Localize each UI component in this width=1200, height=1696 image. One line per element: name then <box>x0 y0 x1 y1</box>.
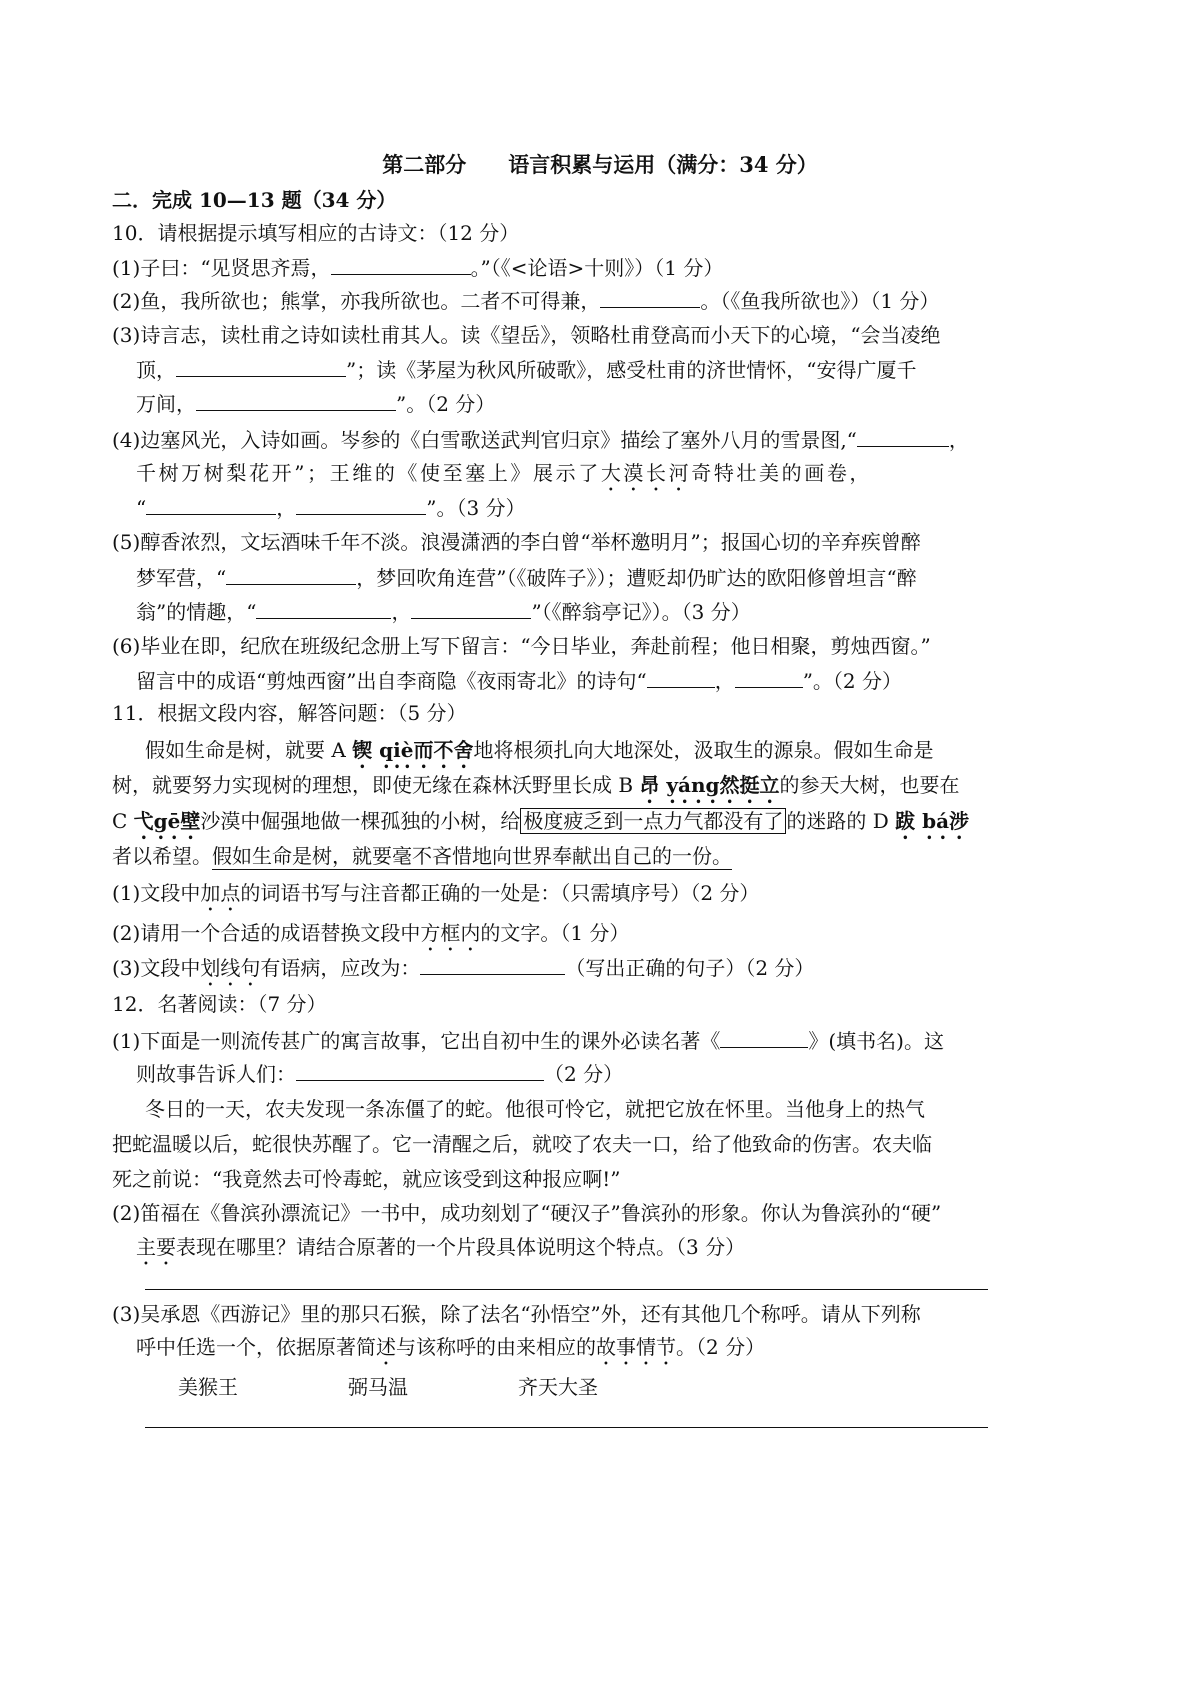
q12-sub3-dotted1: 述 <box>376 1335 396 1359</box>
q10-item6-blank2[interactable] <box>735 667 803 688</box>
q12-sub2-line2 <box>136 1234 745 1270</box>
q10-item1-text-b: 。”（《<论语>十则》）（1 分） <box>470 256 724 280</box>
q12-sub1-text-c: 则故事告诉人们： <box>136 1062 296 1086</box>
q10-item1-blank[interactable] <box>331 254 471 275</box>
q12-name-options <box>178 1374 598 1400</box>
q10-item4-text-d: 奇特壮美的画卷， <box>691 461 873 485</box>
q11-sub1-text-a: (1)文段中 <box>112 881 201 905</box>
q10-item4-text-b: ， <box>948 428 969 452</box>
q11-passage-text-h: 者以希望。 <box>112 844 212 868</box>
part-title: 第二部分 语言积累与运用（满分：34 分） <box>382 152 818 177</box>
q10-item3-text-a: 顶， <box>136 358 176 382</box>
q10-item3-text-b: ”；读《茅屋为秋风所破歌》，感受杜甫的济世情怀，“安得广厦千 <box>346 358 917 382</box>
q10-item1 <box>112 254 723 281</box>
q11-passage-text-g: 的迷路的 D <box>786 809 896 833</box>
q10-item6-text-c: ”。（2 分） <box>802 669 902 693</box>
q12-sub1-text-d: （2 分） <box>544 1062 624 1086</box>
q12-sub2-text: 表现在哪里？请结合原著的一个片段具体说明这个特点。（3 分） <box>176 1235 746 1259</box>
q10-item6-text-a: 留言中的成语“剪烛西窗”出自李商隐《夜雨寄北》的诗句“ <box>136 669 647 693</box>
q10-item4-text-f: ， <box>276 496 297 520</box>
q10-item5-line2 <box>136 564 917 591</box>
q10-item4-text-a: (4)边塞风光，入诗如画。岑参的《白雪歌送武判官归京》描绘了塞外八月的雪景图,“ <box>112 428 857 452</box>
section-heading: 二．完成 10—13 题（34 分） <box>112 188 397 212</box>
q11-sub1-text-b: 的词语书写与注音都正确的一处是：（只需填序号）（2 分） <box>240 881 760 905</box>
q12-sub3-line1: (3)吴承恩《西游记》里的那只石猴，除了法名“孙悟空”外，还有其他几个称呼。请从下列称 <box>112 1302 921 1326</box>
q10-item6-line1: (6)毕业在即，纪欣在班级纪念册上写下留言：“今日毕业，奔赴前程；他日相聚，剪烛西窗。” <box>112 634 931 658</box>
q12-sub3-dotted2: 故事情节 <box>596 1335 676 1359</box>
q10-item4-text-e: “ <box>136 496 147 520</box>
q10-item4-text-g: ”。（3 分） <box>426 496 526 520</box>
q11-sub1-dotted: 加点 <box>200 881 241 905</box>
q10-item2-text-b: 。（《鱼我所欲也》）（1 分） <box>700 289 940 313</box>
q11-passage-text-f: 沙漠中倔强地做一棵孤独的小树，给 <box>200 809 521 833</box>
q11-sub3-text-b: 有语病，应改为： <box>260 956 421 980</box>
q10-item4-line3 <box>136 494 526 521</box>
q10-item4-dotted: 大漠长河 <box>600 461 692 485</box>
q10-item4-blank3[interactable] <box>296 494 426 515</box>
q11-passage-line2 <box>112 772 960 808</box>
q10-item5-blank3[interactable] <box>411 598 531 619</box>
q11-sub3 <box>112 954 814 991</box>
q10-item4-blank1[interactable] <box>857 426 949 447</box>
q12-sub1-line1 <box>112 1027 944 1054</box>
q11-term-a: 锲 qiè而不舍 <box>352 738 474 762</box>
q10-item6-line2 <box>136 667 902 694</box>
q11-passage-text-a: 假如生命是树，就要 A <box>145 738 353 762</box>
q10-item1-text-a: (1)子曰：“见贤思齐焉， <box>112 256 331 280</box>
q10-item3-line1: (3)诗言志，读杜甫之诗如读杜甫其人。读《望岳》，领略杜甫登高而小天下的心境，“会当凌绝 <box>112 323 941 347</box>
q12-sub2-answer-line[interactable] <box>145 1289 988 1290</box>
q10-item5-text-b: ，梦回吹角连营”（《破阵子》）；遭贬却仍旷达的欧阳修曾坦言“醉 <box>356 566 917 590</box>
q11-passage-text-d: 的参天大树，也要在 <box>779 773 960 797</box>
q11-sub3-text-a: (3)文段中 <box>112 956 201 980</box>
q11-sub2-text-a: (2)请用一个合适的成语替换文段中 <box>112 921 421 945</box>
q10-item3-line2 <box>136 356 916 383</box>
q11-passage-text-c: 树，就要努力实现树的理想，即使无缘在森林沃野里长成 B <box>112 773 640 797</box>
q10-item6-blank1[interactable] <box>647 667 715 688</box>
q12-sub1-text-a: (1)下面是一则流传甚广的寓言故事，它出自初中生的课外必读名著《 <box>112 1029 721 1053</box>
q10-item3-blank1[interactable] <box>176 356 346 377</box>
q10-item3-text-d: ”。（2 分） <box>396 392 496 416</box>
q11-passage-text-b: 地将根须扎向大地深处，汲取生的源泉。假如生命是 <box>473 738 934 762</box>
name-option: 弼马温 <box>348 1375 408 1399</box>
q10-item6-text-b: ， <box>714 669 735 693</box>
q11-underlined-sentence: 假如生命是树，就要毫不吝惜地向世界奉献出自己的一份。 <box>212 844 732 868</box>
name-option: 齐天大圣 <box>518 1375 598 1399</box>
q11-passage-line1 <box>145 737 933 773</box>
q10-item3-blank2[interactable] <box>196 390 396 411</box>
q12-sub1-line2 <box>136 1060 623 1087</box>
q10-item4-line1 <box>112 426 969 453</box>
q10-item5-line3 <box>136 598 751 625</box>
q10-item5-text-e: ”（《醉翁亭记》）。（3 分） <box>531 600 751 624</box>
q10-item5-text-c: 翁”的情趣，“ <box>136 600 257 624</box>
q10-item5-text-a: 梦军营，“ <box>136 566 227 590</box>
q10-item2-text-a: (2)鱼，我所欲也；熊掌，亦我所欲也。二者不可得兼， <box>112 289 601 313</box>
q10-item5-text-d: ， <box>391 600 412 624</box>
q12-sub3-text-a: 呼中任选一个，依据原著简 <box>136 1335 376 1359</box>
q11-heading: 11．根据文段内容，解答问题：（5 分） <box>112 701 467 725</box>
q11-term-c: 弋gē壁 <box>133 809 201 833</box>
q10-item3-text-c: 万间， <box>136 392 196 416</box>
q11-sub3-text-c: （写出正确的句子）（2 分） <box>565 956 815 980</box>
q11-sub2 <box>112 920 629 956</box>
q12-sub2-line1: (2)笛福在《鲁滨孙漂流记》一书中，成功刻划了“硬汉子”鲁滨孙的形象。你认为鲁滨孙的“硬” <box>112 1201 942 1225</box>
q10-item4-text-c: 千树万树梨花开”；王维的《使至塞上》展示了 <box>136 461 601 485</box>
q11-term-d: 跋 bá涉 <box>895 809 970 833</box>
q12-story-line1: 冬日的一天，农夫发现一条冻僵了的蛇。他很可怜它，就把它放在怀里。当他身上的热气 <box>145 1097 925 1121</box>
q11-passage-text-e: C <box>112 809 134 833</box>
q12-story-line3: 死之前说：“我竟然去可怜毒蛇，就应该受到这种报应啊!” <box>112 1167 621 1191</box>
q10-item5-blank2[interactable] <box>256 598 391 619</box>
q10-item2 <box>112 287 939 314</box>
q11-passage-line3 <box>112 808 969 844</box>
q12-sub3-answer-line[interactable] <box>145 1427 988 1428</box>
q10-item4-line2 <box>136 460 872 496</box>
q11-boxed-text: 极度疲乏到一点力气都没有了 <box>520 808 786 834</box>
q12-sub1-blank2[interactable] <box>296 1060 544 1081</box>
q12-sub1-text-b: 》(填书名)。这 <box>808 1029 944 1053</box>
q12-sub3-line2 <box>136 1334 765 1370</box>
q10-heading: 10．请根据提示填写相应的古诗文：（12 分） <box>112 221 520 245</box>
q10-item5-blank1[interactable] <box>226 564 356 585</box>
q10-item2-blank[interactable] <box>600 287 700 308</box>
q11-sub3-dotted: 划线句 <box>200 956 261 980</box>
q12-heading: 12．名著阅读：（7 分） <box>112 992 327 1016</box>
q10-item3-line3 <box>136 390 495 417</box>
q12-sub1-blank1[interactable] <box>720 1027 808 1048</box>
q11-sub3-blank[interactable] <box>420 954 565 975</box>
q11-sub1 <box>112 880 759 916</box>
q10-item5-line1: (5)醇香浓烈，文坛酒味千年不淡。浪漫潇洒的李白曾“举杯邀明月”；报国心切的辛弃疾曾醉 <box>112 530 921 554</box>
q12-sub3-text-b: 与该称呼的由来相应的 <box>396 1335 596 1359</box>
q11-sub2-text-b: 的文字。（1 分） <box>480 921 630 945</box>
q11-passage-line4 <box>112 843 732 869</box>
q11-term-b: 昂 yáng然挺立 <box>639 773 780 797</box>
name-option: 美猴王 <box>178 1375 238 1399</box>
q10-item4-blank2[interactable] <box>146 494 276 515</box>
q12-story-line2: 把蛇温暖以后，蛇很快苏醒了。它一清醒之后，就咬了农夫一口，给了他致命的伤害。农夫临 <box>112 1132 932 1156</box>
q12-sub3-text-c: 。（2 分） <box>676 1335 766 1359</box>
q11-sub2-dotted: 方框内 <box>420 921 481 945</box>
q12-sub2-dotted: 主要 <box>136 1235 176 1259</box>
